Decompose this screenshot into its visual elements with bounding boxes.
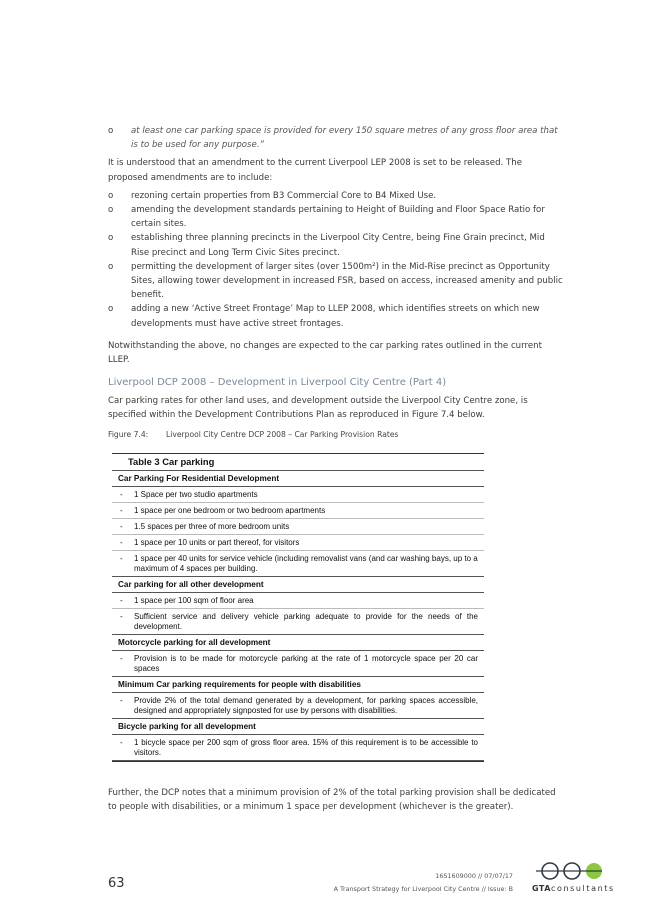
table-body (112, 471, 484, 761)
bullet-text: rezoning certain properties from B3 Commercial Core to B4 Mixed Use. (131, 190, 437, 201)
footer-reference (334, 870, 513, 896)
table-row (112, 551, 484, 577)
logo-bold-text: GTA (532, 884, 551, 893)
table-row-dash: - (120, 554, 123, 563)
table-row (112, 487, 484, 503)
table-row-dash: - (120, 696, 123, 705)
table-section-heading: Bicycle parking for all development (112, 719, 484, 735)
table-title: Table 3 Car parking (112, 454, 484, 471)
table-row (112, 735, 484, 761)
table-row-text: Provide 2% of the total demand generated by a development, for parking spaces accessible, designed and appropriately signposted for use by persons with disabilities. (134, 696, 478, 715)
figure-number: Figure 7.4: (108, 429, 149, 439)
paragraph-dcp-notes: Further, the DCP notes that a minimum provision of 2% of the total parking provision shall be dedicated to people with disabilities, or a minimum 1 space per development (whichever is the greater). (108, 788, 556, 813)
table-row (112, 535, 484, 551)
bullet-marker: o (108, 304, 114, 315)
bullet-marker: o (108, 261, 114, 272)
bullet-marker: o (108, 205, 114, 216)
table-row-dash: - (120, 522, 123, 531)
table-section-heading: Minimum Car parking requirements for people with disabilities (112, 677, 484, 693)
car-parking-table (112, 453, 484, 762)
paragraph-notwithstanding: Notwithstanding the above, no changes are expected to the car parking rates outlined in the current LLEP. (108, 340, 542, 366)
table-row-dash: - (120, 506, 123, 515)
table-row (112, 609, 484, 635)
bullet-item (108, 203, 563, 231)
logo-wordmark (532, 884, 615, 893)
table-row-dash: - (120, 596, 123, 605)
logo-rest-text: consultants (550, 884, 615, 893)
table-section-heading: Motorcycle parking for all development (112, 635, 484, 651)
bullet-item (108, 302, 563, 330)
table-section-heading: Car parking for all other development (112, 577, 484, 593)
table-row-dash: - (120, 538, 123, 547)
body-content (108, 124, 563, 439)
paragraph-car-parking-rates: Car parking rates for other land uses, and development outside the Liverpool City Centre zone, is specified within the Development Contributions Plan as reproduced in Figure 7.4 below. (108, 396, 528, 421)
table-row (112, 503, 484, 519)
table-row-text: 1 Space per two studio apartments (134, 490, 258, 499)
closing-content (108, 786, 563, 814)
table-row-text: 1 space per 40 units for service vehicle (including removalist vans (and car washing bays, up to a maximum of 4 spaces per building. (134, 554, 478, 573)
table-row (112, 593, 484, 609)
paragraph-lep-amendment: It is understood that an amendment to the current Liverpool LEP 2008 is set to be released. The proposed amendments are to include: (108, 158, 522, 183)
table-row (112, 519, 484, 535)
table-section-heading: Car Parking For Residential Development (112, 471, 484, 487)
bullet-marker: o (108, 126, 114, 136)
bullet-marker: o (108, 190, 114, 201)
table-row (112, 651, 484, 677)
table-row-text: 1 space per 10 units or part thereof, for visitors (134, 538, 300, 547)
figure-caption (108, 430, 563, 439)
footer-ref-code: 16S1609000 // 07/07/17 (435, 872, 513, 880)
table-row-dash: - (120, 612, 123, 621)
section-heading: Liverpool DCP 2008 – Development in Liverpool City Centre (Part 4) (108, 377, 447, 389)
bullet-item (108, 231, 563, 259)
amendment-bullet-list (108, 189, 563, 331)
bullet-text: adding a new ‘Active Street Frontage’ Map to LLEP 2008, which identifies streets on which new developments must have active street frontages. (131, 304, 540, 329)
footer-doc-title: A Transport Strategy for Liverpool City Centre // Issue: B (333, 885, 513, 893)
table-row-text: 1.5 spaces per three of more bedroom units (134, 522, 290, 531)
bullet-marker: o (108, 233, 114, 244)
table-row (112, 693, 484, 719)
bullet-item (108, 260, 563, 303)
table-row-text: Sufficient service and delivery vehicle parking adequate to provide for the needs of the development. (134, 612, 478, 631)
table-row-text: Provision is to be made for motorcycle parking at the rate of 1 motorcycle space per 20 car spaces (134, 654, 478, 673)
figure-caption-text: Liverpool City Centre DCP 2008 – Car Parking Provision Rates (166, 429, 399, 439)
table-row-text: 1 space per 100 sqm of floor area (134, 596, 254, 605)
bullet-text: establishing three planning precincts in the Liverpool City Centre, being Fine Grain precinct, Mid Rise precinct and Long Term Civic Sites precinct. (131, 233, 545, 258)
table-row-dash: - (120, 738, 123, 747)
page-number: 63 (108, 876, 125, 891)
intro-bullet-list (108, 124, 563, 152)
table-row-dash: - (120, 490, 123, 499)
table-row-dash: - (120, 654, 123, 663)
bullet-text: permitting the development of larger sites (over 1500m²) in the Mid-Rise precinct as Opportunity Sites, allowing tower development in increased FSR, based on access, increased amenity and public benefit. (131, 261, 563, 301)
table-row-text: 1 bicycle space per 200 sqm of gross floor area. 15% of this requirement is to be accessible to visitors. (134, 738, 478, 757)
bullet-text: amending the development standards pertaining to Height of Building and Floor Space Ratio for certain sites. (131, 205, 545, 230)
bullet-item (108, 124, 563, 152)
bullet-text: at least one car parking space is provided for every 150 square metres of any gross floor area that is to be used for any purpose.” (131, 126, 558, 151)
table-row-text: 1 space per one bedroom or two bedroom apartments (134, 506, 326, 515)
bullet-item (108, 189, 563, 203)
